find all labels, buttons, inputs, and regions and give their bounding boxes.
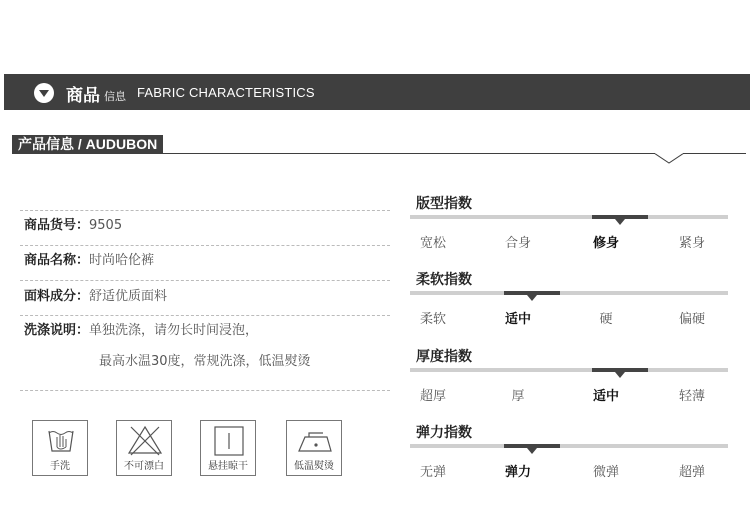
index-track-elasticity xyxy=(410,444,728,448)
index-option: 弹力 xyxy=(504,465,531,480)
index-option: 适中 xyxy=(504,312,531,327)
index-option: 修身 xyxy=(592,236,619,251)
index-title-softness: 柔软指数 xyxy=(416,272,472,288)
info-row-fabric xyxy=(24,288,167,306)
no-bleach-icon xyxy=(117,421,173,461)
care-low-iron xyxy=(286,420,342,476)
header-bar xyxy=(4,74,750,110)
info-value: 9505 xyxy=(89,218,123,233)
index-pointer-icon xyxy=(615,372,625,378)
care-hang-dry xyxy=(200,420,256,476)
index-option: 微弹 xyxy=(592,465,619,480)
index-option: 硬 xyxy=(599,312,613,327)
hand-wash-icon xyxy=(33,421,89,461)
index-option: 合身 xyxy=(504,236,531,251)
info-key: 商品名称： xyxy=(24,253,90,268)
index-option: 宽松 xyxy=(419,236,446,251)
info-value: 单独洗涤，请勿长时间浸泡， xyxy=(89,323,259,338)
info-value: 舒适优质面料 xyxy=(89,289,168,304)
index-option: 超弹 xyxy=(678,465,705,480)
index-option: 无弹 xyxy=(419,465,446,480)
index-option: 适中 xyxy=(592,389,619,404)
info-divider xyxy=(20,390,390,391)
header-title: 商品 xyxy=(66,86,100,106)
section-title: 产品信息 / AUDUBON xyxy=(12,135,163,153)
care-no-bleach xyxy=(116,420,172,476)
header-title-suffix: 信息 xyxy=(104,90,126,103)
index-option: 柔软 xyxy=(419,312,446,327)
info-row-sku xyxy=(24,217,122,235)
header-subtitle: FABRIC CHARACTERISTICS xyxy=(137,85,315,100)
index-title-thickness: 厚度指数 xyxy=(416,349,472,365)
info-divider xyxy=(20,210,390,211)
info-row-name xyxy=(24,252,154,270)
index-pointer-icon xyxy=(527,295,537,301)
index-option: 厚 xyxy=(511,389,525,404)
care-label: 手洗 xyxy=(50,461,70,472)
info-divider xyxy=(20,280,390,281)
index-option: 轻薄 xyxy=(678,389,705,404)
index-option: 紧身 xyxy=(678,236,705,251)
care-label: 悬挂晾干 xyxy=(208,461,248,472)
index-option: 偏硬 xyxy=(678,312,705,327)
care-hand-wash xyxy=(32,420,88,476)
index-track-fit xyxy=(410,215,728,219)
index-pointer-icon xyxy=(615,219,625,225)
info-value: 时尚哈伦裤 xyxy=(89,253,155,268)
info-key: 面料成分： xyxy=(24,289,90,304)
info-divider xyxy=(20,315,390,316)
info-divider xyxy=(20,245,390,246)
low-iron-icon xyxy=(287,421,343,461)
info-wash-line2: 最高水温30度，常规洗涤，低温熨烫 xyxy=(99,354,311,369)
index-title-elasticity: 弹力指数 xyxy=(416,425,472,441)
index-title-fit: 版型指数 xyxy=(416,196,472,212)
info-key: 商品货号： xyxy=(24,218,90,233)
index-track-thickness xyxy=(410,368,728,372)
care-label: 不可漂白 xyxy=(124,461,164,472)
index-option: 超厚 xyxy=(419,389,446,404)
section-divider xyxy=(12,153,746,154)
index-track-softness xyxy=(410,291,728,295)
index-pointer-icon xyxy=(527,448,537,454)
info-row-wash xyxy=(24,322,258,340)
info-key: 洗涤说明： xyxy=(24,323,90,338)
care-label: 低温熨烫 xyxy=(294,461,334,472)
divider-notch-icon xyxy=(654,153,684,165)
chevron-down-icon xyxy=(34,83,54,103)
hang-dry-icon xyxy=(201,421,257,461)
